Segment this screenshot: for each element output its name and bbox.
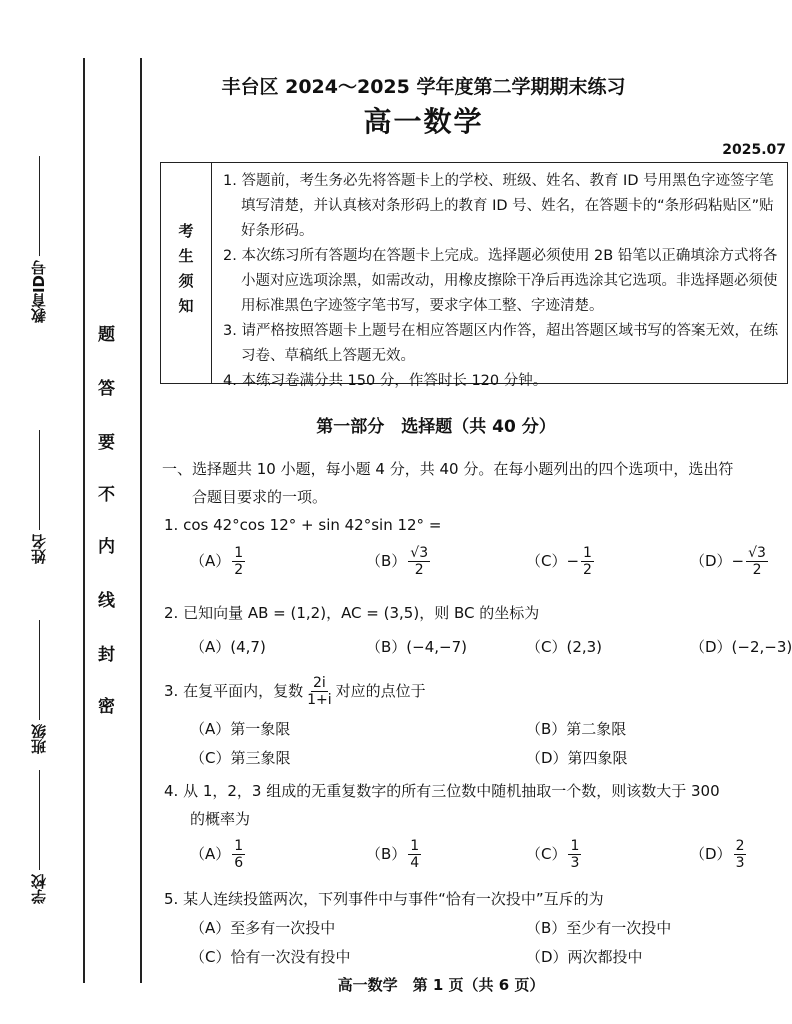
section-instruction-1: 一、选择题共 10 小题，每小题 4 分，共 40 分。在每小题列出的四个选项中，选出符 <box>162 460 734 478</box>
q2-option-a: （A）(4,7) <box>190 638 266 656</box>
page-footer: 高一数学 第 1 页（共 6 页） <box>337 976 545 994</box>
q4-option-a: （A） $\frac{1}{6}$ <box>190 838 244 871</box>
exam-title: 丰台区 2024～2025 学年度第二学期期末练习 <box>221 76 626 98</box>
q4-a-fraction: $\frac{1}{6}$ <box>234 838 244 871</box>
seal-char-8: 题 <box>98 325 115 345</box>
field-class: 班级 <box>28 620 49 754</box>
q1-d-fraction: $\frac{√3}{2}$ <box>748 545 766 578</box>
notice-label: 考生须知 <box>161 163 212 383</box>
q4-stem-line1: 4. 从 1，2，3 组成的无重复数字的所有三位数中随机抽取一个数，则该数大于 300 <box>164 782 720 800</box>
q4-stem-line2: 的概率为 <box>190 810 251 828</box>
q1-b-fraction: $\frac{√3}{2}$ <box>410 545 429 578</box>
notice-item-4: 4. 本练习卷满分共 150 分，作答时长 120 分钟。 <box>223 373 548 389</box>
q5-option-a: （A）至多有一次投中 <box>190 919 336 937</box>
notice-item-3: 3. 请严格按照答题卡上题号在相应答题区内作答，超出答题区域书写的答案无效，在练习卷、草稿纸上答题无效。 <box>223 323 778 364</box>
seal-char-4: 内 <box>98 537 115 557</box>
field-name: 姓名 <box>28 430 49 564</box>
q3-option-a: （A）第一象限 <box>190 720 291 738</box>
q4-c-fraction: $\frac{1}{3}$ <box>570 838 580 871</box>
field-school: 学校 <box>28 770 49 904</box>
seal-char-3: 线 <box>98 591 115 611</box>
q1-c-fraction: $\frac{1}{2}$ <box>583 545 592 578</box>
q2-option-c: （C）(2,3) <box>526 638 603 656</box>
binding-line-right <box>140 58 142 983</box>
q1-option-b <box>366 545 432 578</box>
q1-option-a <box>190 545 247 578</box>
notice-item-1: 1. 答题前，考生务必先将答题卡上的学校、班级、姓名、教育 ID 号用黑色字迹签字笔填写清楚，并认真核对条形码上的教育 ID 号、姓名，在答题卡的“条形码粘贴区”贴好条形码。 <box>223 173 774 239</box>
notice-item-2: 2. 本次练习所有答题均在答题卡上完成。选择题必须使用 2B 铅笔以正确填涂方式将各小题对应选项涂黑，如需改动，用橡皮擦除干净后再选涂其它选项。非选择题必须使用标准黑色字迹签字笔书写，要求字体工整、字迹清楚。 <box>223 248 778 314</box>
q1-a-label: （A） <box>190 552 231 570</box>
q1-option-c <box>526 545 596 578</box>
q5-stem: 5. 某人连续投篮两次，下列事件中与事件“恰有一次投中”互斥的为 <box>164 890 604 908</box>
seal-char-1: 密 <box>98 697 115 717</box>
seal-char-6: 要 <box>98 433 115 453</box>
seal-char-2: 封 <box>98 645 115 665</box>
q2-option-d: （D）(−2,−3) <box>690 638 792 656</box>
q4-b-fraction: $\frac{1}{4}$ <box>410 838 420 871</box>
q4-d-fraction: $\frac{2}{3}$ <box>735 838 745 871</box>
q1-a-fraction: $\frac{1}{2}$ <box>234 545 244 578</box>
q1-stem: 1. cos 42°cos 12° + sin 42°sin 12° = <box>164 516 442 534</box>
field-education-id: 教育ID号 <box>28 156 49 323</box>
notice-box <box>160 162 788 389</box>
q4-option-d: （D） $\frac{2}{3}$ <box>690 838 745 871</box>
notice-body <box>223 169 779 394</box>
q3-option-d: （D）第四象限 <box>526 749 628 767</box>
q4-option-c: （C） $\frac{1}{3}$ <box>526 838 580 871</box>
section-title: 第一部分 选择题（共 40 分） <box>316 417 556 437</box>
q5-option-d: （D）两次都投中 <box>526 948 643 966</box>
subject-title: 高一数学 <box>363 105 484 138</box>
q1-b-label: （B） <box>366 552 407 570</box>
q3-option-b: （B）第二象限 <box>526 720 627 738</box>
q3-option-c: （C）第三象限 <box>190 749 291 767</box>
q4-option-b: （B） $\frac{1}{4}$ <box>366 838 420 871</box>
q1-option-d <box>690 545 770 578</box>
section-instruction-2: 合题目要求的一项。 <box>192 488 328 506</box>
q5-option-b: （B）至少有一次投中 <box>526 919 672 937</box>
q1-d-label: （D）− <box>690 552 745 570</box>
seal-char-7: 答 <box>98 379 115 399</box>
q1-c-label: （C）− <box>526 552 580 570</box>
q2-option-b: （B）(−4,−7) <box>366 638 467 656</box>
q2-stem: 2. 已知向量 AB = (1,2)，AC = (3,5)，则 BC 的坐标为 <box>164 604 540 622</box>
binding-line-left <box>83 58 85 983</box>
exam-date: 2025.07 <box>722 142 786 158</box>
seal-char-5: 不 <box>98 485 115 505</box>
q3-fraction: $\frac{2i}{1+i}$ <box>307 675 332 708</box>
q5-option-c: （C）恰有一次没有投中 <box>190 948 351 966</box>
q3-stem: 3. 在复平面内，复数 $\frac{2i}{1+i}$ 对应的点位于 <box>164 675 426 708</box>
